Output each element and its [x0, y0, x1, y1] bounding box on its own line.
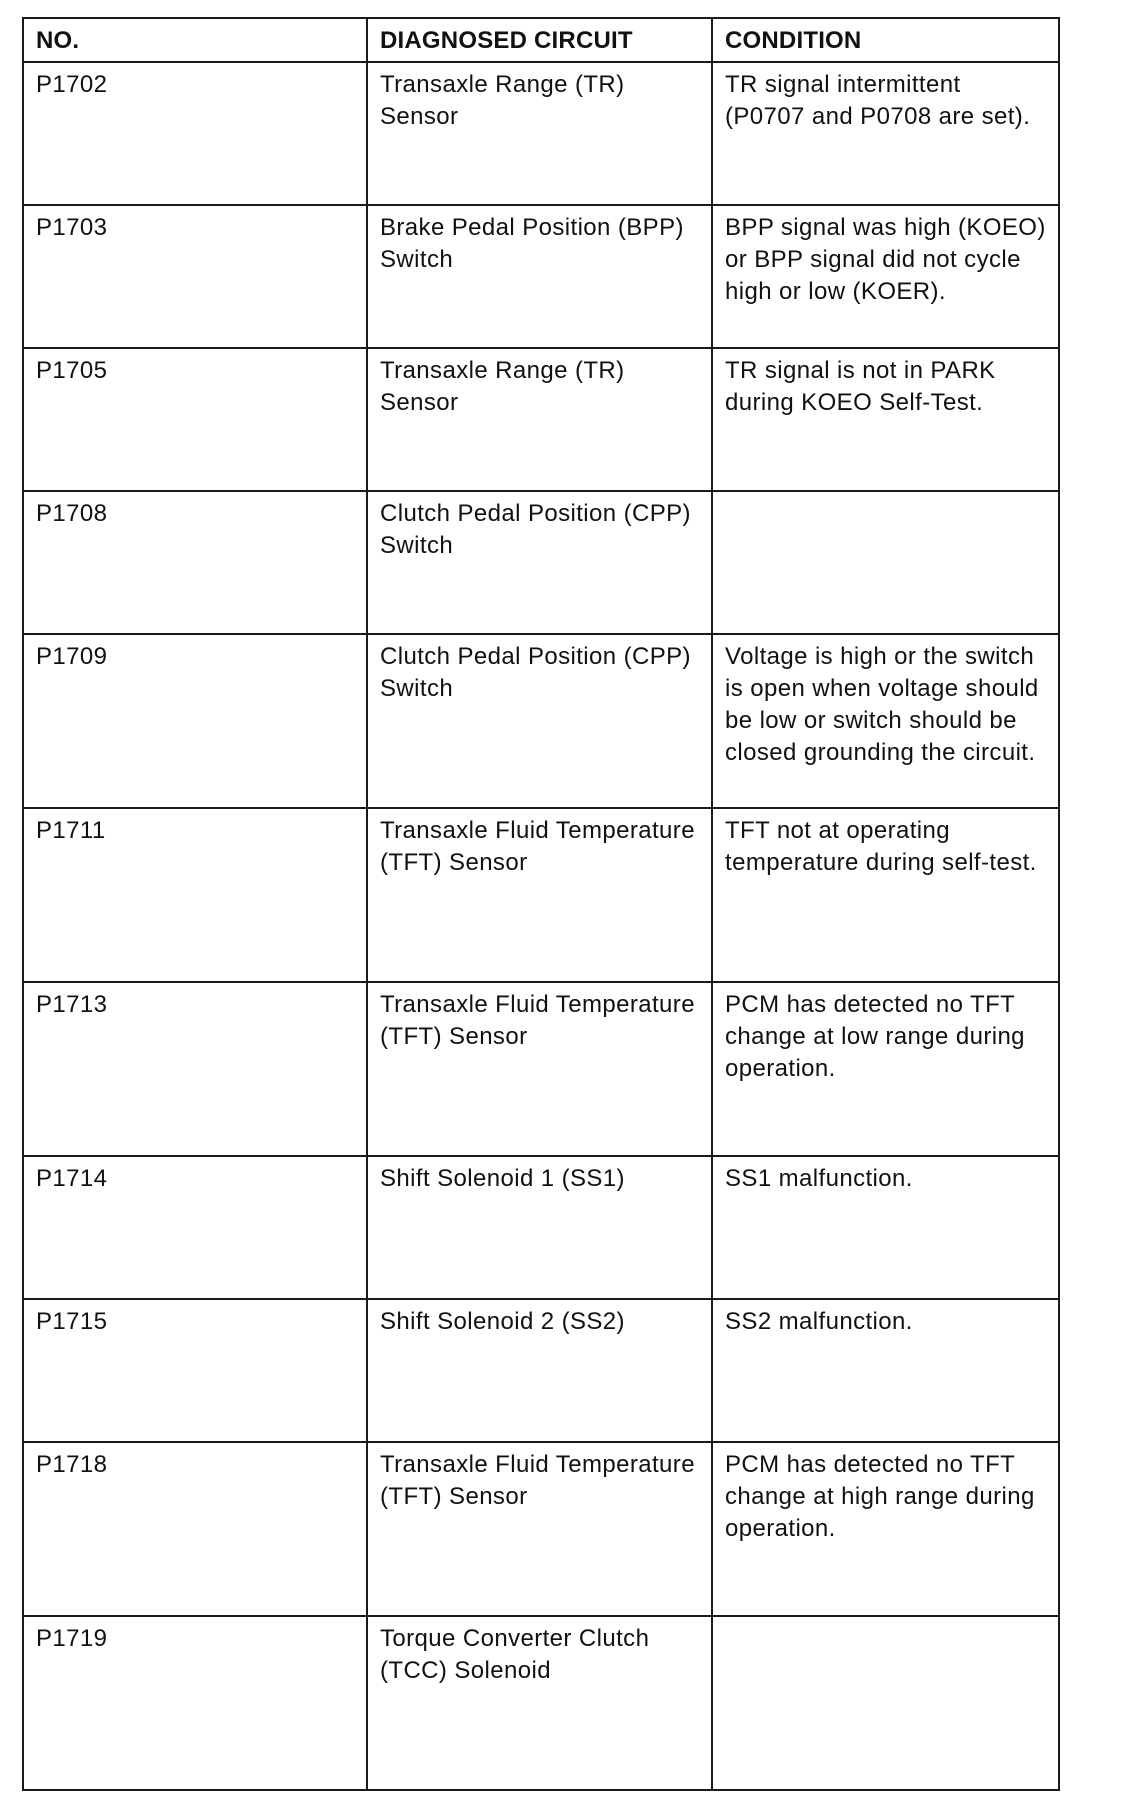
- cell-condition: [712, 1616, 1059, 1790]
- cell-condition: SS1 malfunction.: [712, 1156, 1059, 1299]
- table-row: [23, 1442, 1059, 1616]
- table-row: [23, 62, 1059, 205]
- table-row: [23, 205, 1059, 348]
- cell-no: P1702: [23, 62, 367, 205]
- cell-no: P1703: [23, 205, 367, 348]
- cell-no: P1715: [23, 1299, 367, 1442]
- cell-condition: BPP signal was high (KOEO) or BPP signal did not cycle high or low (KOER).: [712, 205, 1059, 348]
- cell-no: P1709: [23, 634, 367, 808]
- table-row: [23, 634, 1059, 808]
- table-row: [23, 808, 1059, 982]
- table-row: [23, 491, 1059, 634]
- dtc-table: [22, 17, 1060, 1791]
- header-row: [23, 18, 1059, 62]
- cell-condition: [712, 491, 1059, 634]
- cell-circuit: Shift Solenoid 2 (SS2): [367, 1299, 712, 1442]
- cell-condition: SS2 malfunction.: [712, 1299, 1059, 1442]
- cell-circuit: Transaxle Fluid Temperature (TFT) Sensor: [367, 1442, 712, 1616]
- cell-no: P1711: [23, 808, 367, 982]
- cell-no: P1705: [23, 348, 367, 491]
- cell-no: P1708: [23, 491, 367, 634]
- cell-circuit: Brake Pedal Position (BPP) Switch: [367, 205, 712, 348]
- header-condition: CONDITION: [712, 18, 1059, 62]
- cell-no: P1719: [23, 1616, 367, 1790]
- table-row: [23, 982, 1059, 1156]
- table-body: [23, 62, 1059, 1790]
- table-row: [23, 1616, 1059, 1790]
- cell-condition: TFT not at operating temperature during self-test.: [712, 808, 1059, 982]
- cell-circuit: Transaxle Fluid Temperature (TFT) Sensor: [367, 808, 712, 982]
- table-row: [23, 1299, 1059, 1442]
- cell-condition: TR signal intermittent (P0707 and P0708 are set).: [712, 62, 1059, 205]
- table-header: [23, 18, 1059, 62]
- header-diagnosed-circuit: DIAGNOSED CIRCUIT: [367, 18, 712, 62]
- cell-no: P1714: [23, 1156, 367, 1299]
- cell-condition: PCM has detected no TFT change at low range during operation.: [712, 982, 1059, 1156]
- cell-circuit: Clutch Pedal Position (CPP) Switch: [367, 634, 712, 808]
- cell-condition: PCM has detected no TFT change at high range during operation.: [712, 1442, 1059, 1616]
- cell-condition: TR signal is not in PARK during KOEO Self-Test.: [712, 348, 1059, 491]
- cell-circuit: Shift Solenoid 1 (SS1): [367, 1156, 712, 1299]
- table-row: [23, 1156, 1059, 1299]
- cell-circuit: Transaxle Fluid Temperature (TFT) Sensor: [367, 982, 712, 1156]
- cell-circuit: Torque Converter Clutch (TCC) Solenoid: [367, 1616, 712, 1790]
- cell-no: P1713: [23, 982, 367, 1156]
- cell-condition: Voltage is high or the switch is open when voltage should be low or switch should be closed grounding the circuit.: [712, 634, 1059, 808]
- cell-circuit: Transaxle Range (TR) Sensor: [367, 348, 712, 491]
- cell-circuit: Clutch Pedal Position (CPP) Switch: [367, 491, 712, 634]
- header-no: NO.: [23, 18, 367, 62]
- cell-circuit: Transaxle Range (TR) Sensor: [367, 62, 712, 205]
- cell-no: P1718: [23, 1442, 367, 1616]
- table-row: [23, 348, 1059, 491]
